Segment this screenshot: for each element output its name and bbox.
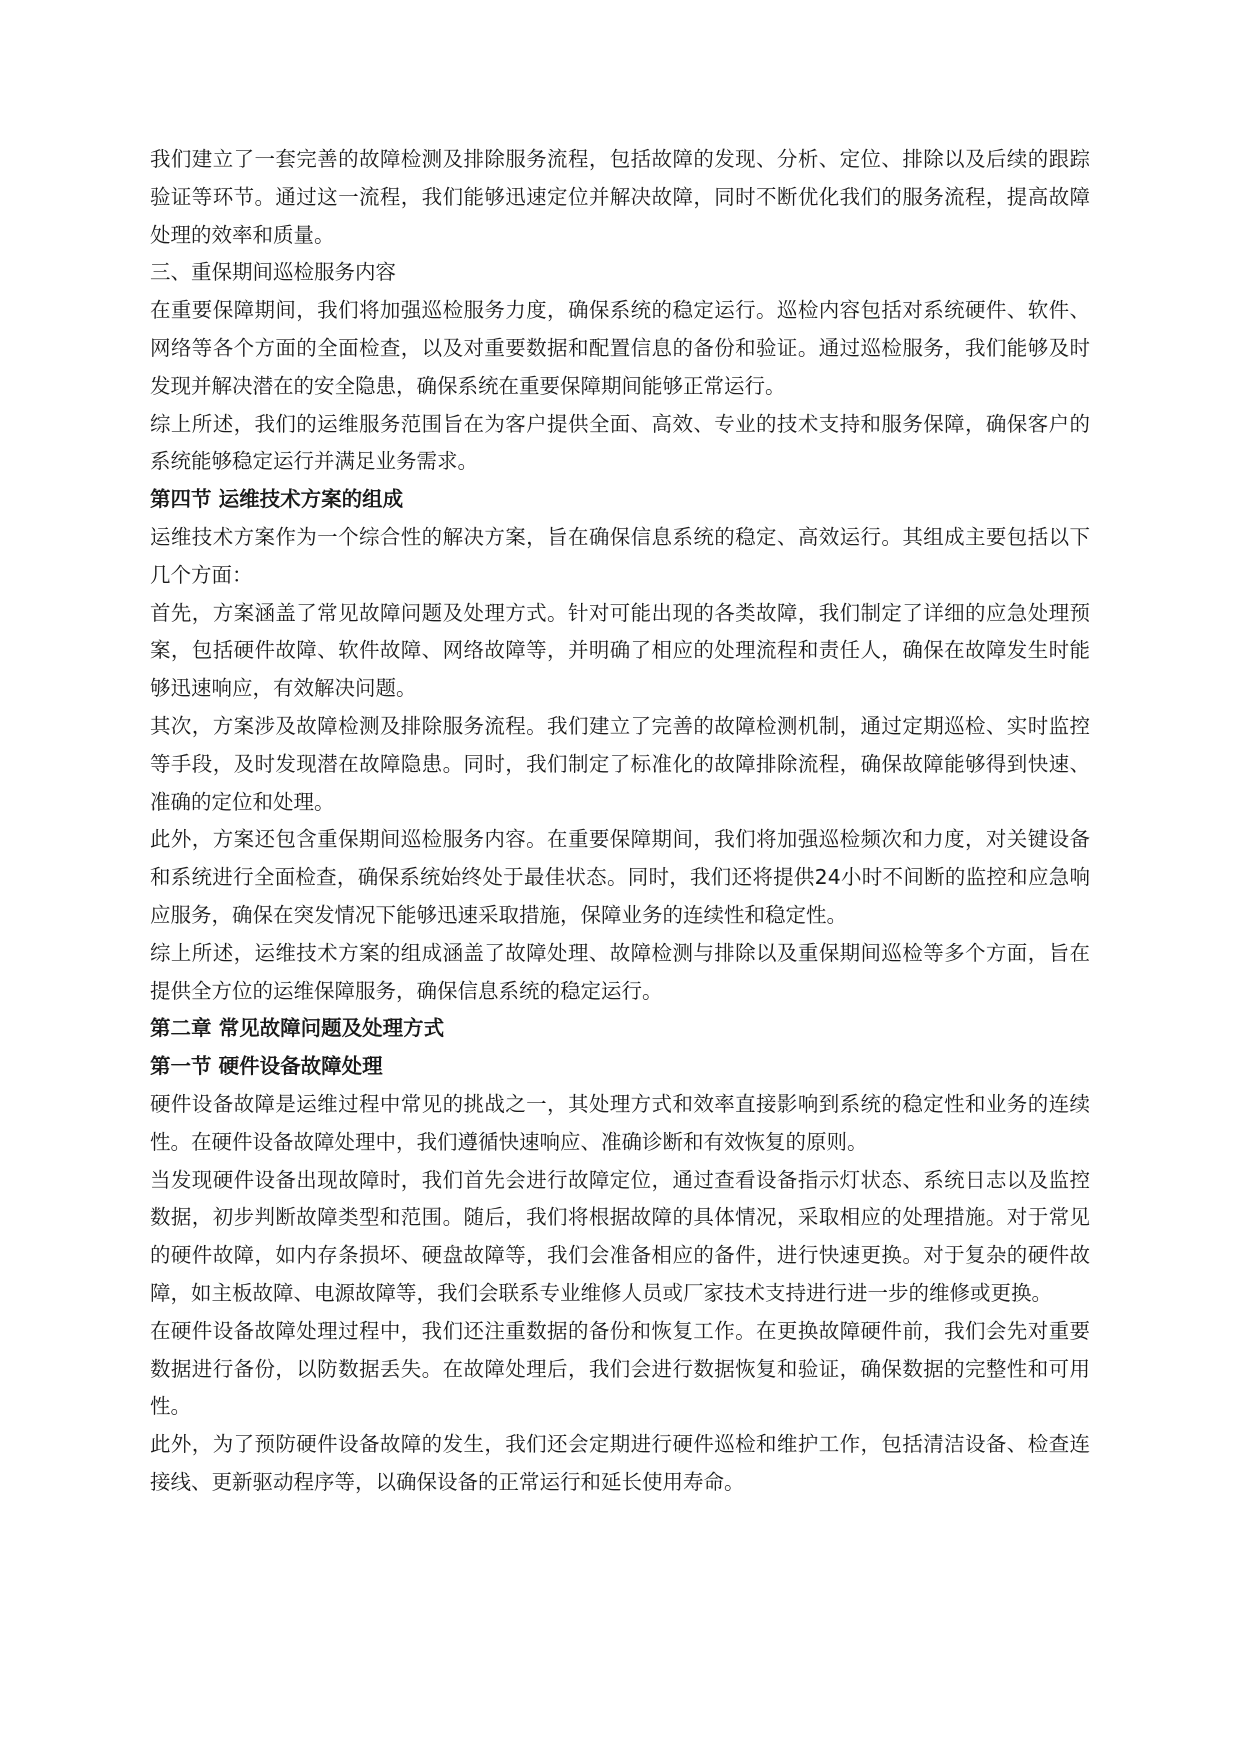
paragraph-hardware-backup: 在硬件设备故障处理过程中，我们还注重数据的备份和恢复工作。在更换故障硬件前，我们会先对重要数据进行备份，以防数据丢失。在故障处理后，我们会进行数据恢复和验证，确保数据的完整性和可用性。 [150,1318,1090,1419]
paragraph-plan-intro: 运维技术方案作为一个综合性的解决方案，旨在确保信息系统的稳定、高效运行。其组成主要包括以下几个方面： [150,524,1090,587]
paragraph-hardware-prevention: 此外，为了预防硬件设备故障的发生，我们还会定期进行硬件巡检和维护工作，包括清洁设备、检查连接线、更新驱动程序等，以确保设备的正常运行和延长使用寿命。 [150,1432,1090,1494]
paragraph-inspection: 在重要保障期间，我们将加强巡检服务力度，确保系统的稳定运行。巡检内容包括对系统硬件、软件、网络等各个方面的全面检查，以及对重要数据和配置信息的备份和验证。通过巡检服务，我们能够及时发现并解决潜在的安全隐患，确保系统在重要保障期间能够正常运行。 [150,298,1090,398]
paragraph-fault-process: 我们建立了一套完善的故障检测及排除服务流程，包括故障的发现、分析、定位、排除以及后续的跟踪验证等环节。通过这一流程，我们能够迅速定位并解决故障，同时不断优化我们的服务流程，提高故障处理的效率和质量。 [150,147,1090,247]
paragraph-hardware-process: 当发现硬件设备出现故障时，我们首先会进行故障定位，通过查看设备指示灯状态、系统日志以及监控数据，初步判断故障类型和范围。随后，我们将根据故障的具体情况，采取相应的处理措施。对于常见的硬件故障，如内存条损坏、硬盘故障等，我们会准备相应的备件，进行快速更换。对于复杂的硬件故障，如主板故障、电源故障等，我们会联系专业维修人员或厂家技术支持进行进一步的维修或更换。 [150,1167,1090,1305]
section-heading-inspection: 三、重保期间巡检服务内容 [150,260,396,285]
document-page [150,141,1090,1502]
paragraph-summary-scope: 综上所述，我们的运维服务范围旨在为客户提供全面、高效、专业的技术支持和服务保障，确保客户的系统能够稳定运行并满足业务需求。 [150,411,1090,474]
paragraph-plan-summary: 综上所述，运维技术方案的组成涵盖了故障处理、故障检测与排除以及重保期间巡检等多个方面，旨在提供全方位的运维保障服务，确保信息系统的稳定运行。 [150,940,1090,1003]
paragraph-hardware-intro: 硬件设备故障是运维过程中常见的挑战之一，其处理方式和效率直接影响到系统的稳定性和业务的连续性。在硬件设备故障处理中，我们遵循快速响应、准确诊断和有效恢复的原则。 [150,1091,1090,1154]
paragraph-plan-second: 其次，方案涉及故障检测及排除服务流程。我们建立了完善的故障检测机制，通过定期巡检、实时监控等手段，及时发现潜在故障隐患。同时，我们制定了标准化的故障排除流程，确保故障能够得到快速、准确的定位和处理。 [150,713,1090,814]
paragraph-plan-first: 首先，方案涵盖了常见故障问题及处理方式。针对可能出现的各类故障，我们制定了详细的应急处理预案，包括硬件故障、软件故障、网络故障等，并明确了相应的处理流程和责任人，确保在故障发生时能够迅速响应，有效解决问题。 [150,600,1090,701]
chapter-heading-2: 第二章 常见故障问题及处理方式 [150,1016,445,1041]
paragraph-plan-additional: 此外，方案还包含重保期间巡检服务内容。在重要保障期间，我们将加强巡检频次和力度，对关键设备和系统进行全面检查，确保系统始终处于最佳状态。同时，我们还将提供24小时不间断的监控和应急响应服务，确保在突发情况下能够迅速采取措施，保障业务的连续性和稳定性。 [150,827,1090,927]
section-heading-1: 第一节 硬件设备故障处理 [150,1054,383,1079]
section-heading-4: 第四节 运维技术方案的组成 [150,487,404,512]
